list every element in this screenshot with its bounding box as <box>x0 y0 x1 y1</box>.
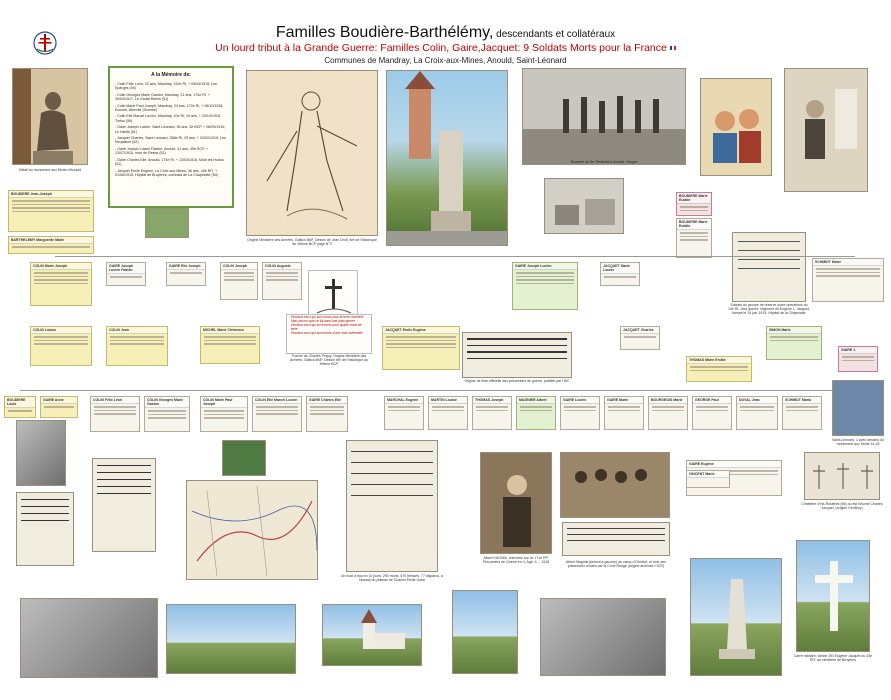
person-card[interactable] <box>560 396 600 430</box>
postcard-caption: Souvenir du 3e Territorial à Anould, Vosges <box>570 160 638 164</box>
person-card[interactable] <box>4 396 36 418</box>
person-card[interactable] <box>30 262 92 306</box>
child-soldier-postcard <box>784 68 868 192</box>
cicr-record <box>562 522 670 556</box>
page-subtitle <box>0 42 891 54</box>
person-card[interactable] <box>200 396 248 432</box>
tree-connector <box>20 390 880 391</box>
person-name: COLIN Auguste <box>263 263 301 270</box>
statue-monument-photo <box>452 590 518 674</box>
person-card[interactable] <box>384 396 424 430</box>
memorial-item: - Gaire Joseph Lucien, Saint Leonard, 36 ans, 3e BCP, + 06/09/1915, Le Hartla (51) <box>115 125 226 134</box>
person-card[interactable] <box>692 396 732 430</box>
person-card[interactable] <box>766 326 822 360</box>
person-card[interactable] <box>782 396 822 430</box>
person-card[interactable] <box>472 396 512 430</box>
person-card[interactable] <box>8 190 94 232</box>
poem-caption: Poème de Charles Péguy. Origine Ministère des Armées. Gallica BNF. Dessin tiré de l'historique du 49ème BCP <box>289 354 369 366</box>
soldier-drawing <box>246 70 378 236</box>
person-name: GAIRE Anne <box>41 397 77 404</box>
ww1-monument-plaque <box>16 420 66 486</box>
person-card[interactable] <box>306 396 348 432</box>
person-card[interactable] <box>252 396 302 432</box>
person-name: GAIRE Eugène <box>687 461 781 468</box>
battle-map <box>186 480 318 580</box>
register-caption: Origine de liste officielle des prisonniers de guerre, publiée par l'ISC <box>464 379 570 383</box>
grave-crosses-icon <box>805 453 880 500</box>
map-lines-icon <box>187 481 318 580</box>
french-flag-icon <box>670 46 676 50</box>
person-card[interactable] <box>512 262 578 310</box>
person-name: COLIN Georges Marie Gaston <box>145 397 189 408</box>
person-card[interactable] <box>812 258 884 302</box>
title-small: descendants et collatéraux <box>493 29 616 40</box>
person-name: BOURGEOIS Marie <box>649 397 687 404</box>
memorial-item: - Jacquet Emile Eugène, La Croix aux Mines, 36 ans, 43e RIT, + 21/06/1915, Hôpital de Bruyères, combats de La Chapelotte (54) <box>115 168 218 177</box>
person-name: COLIN Marie Paul Joseph <box>201 397 247 408</box>
person-card[interactable] <box>90 396 140 432</box>
kiosk-photo <box>222 440 266 476</box>
group-people-icon <box>561 453 670 518</box>
person-name: JACQUET Emile Eugène <box>383 327 459 334</box>
prisoners-group-photo <box>560 452 670 518</box>
person-name: COLIN Louise <box>31 327 91 334</box>
obelisk-photo <box>690 558 782 676</box>
person-name: COLIN Joseph <box>221 263 257 270</box>
soldier-portrait-icon <box>481 453 552 554</box>
person-card[interactable] <box>686 470 730 488</box>
person-name: BOUDIERE Jean-Joseph <box>9 191 93 198</box>
illustrated-children-icon <box>701 79 772 176</box>
person-card[interactable] <box>676 192 712 216</box>
person-card[interactable] <box>262 262 302 300</box>
person-name: VINCENT Marie <box>687 471 729 478</box>
field-photo <box>145 208 189 238</box>
handwritten-document <box>16 492 74 566</box>
person-name: GEORGE Paul <box>693 397 731 404</box>
drawing-caption: Origine Ministère des Armées, Gallica BNF, Dessin de Jean Droit, tiré de l'historique du 49ème BCP page N°3 <box>247 238 377 246</box>
memorial-item: - Gaire Charles Elie, Anould, 174e RI, + 13/03/1915, Mold les Hurlus (51) <box>115 157 224 167</box>
memorial-item: - Jacquet Charles, Saint Leonard, 358e RI, 29 ans, + 02/02/1915, Les Neuplaine (62) <box>115 136 226 145</box>
person-card[interactable] <box>106 262 146 286</box>
statue-photo <box>12 68 88 165</box>
peguy-poem: Heureux ceux qui sont morts pour la terre charnelle Mais pourvu que ce fût dans une juste guerre Heureux ceux qui sont morts pour quatre coins de terre Heureux ceux qui sont morts d'une mort solennelle <box>286 314 372 354</box>
person-name: COLIN Elie Marcel Lucien <box>253 397 301 404</box>
person-name: THOMAS Joseph <box>473 397 511 404</box>
cemetery-postcard <box>804 452 880 500</box>
cross-caption: Carré militaire, tombe 294 Eugène Jacquet du 43e RIT, au cimetière de Bruyères <box>793 654 873 662</box>
prisoner-register <box>462 332 572 378</box>
person-name: THOMAS Marie Emilie <box>687 357 751 364</box>
white-cross-icon <box>797 541 870 652</box>
person-name: DUVAL Jean <box>737 397 777 404</box>
person-name: MARCHAL Eugène <box>385 397 423 404</box>
person-name: GAIRE Charles Elie <box>307 397 347 404</box>
person-card[interactable] <box>736 396 778 430</box>
person-name: BOUDIERE Marie Eulalie <box>677 193 711 204</box>
map-caption: Un bout d'eau en 10 jours, 290 morts, 670 blessés. 77 disparus, à l'assaut du plateau de Charles Emile Gaire <box>340 574 444 582</box>
statue-caption: Détail du monument aux Morts d'Anould <box>18 168 82 172</box>
person-name: JACQUET Marie Louise <box>601 263 639 274</box>
memorial-box <box>108 66 234 208</box>
tree-connector <box>55 256 855 257</box>
person-card[interactable] <box>30 326 92 366</box>
war-grave-cross-photo <box>796 540 870 652</box>
person-card[interactable] <box>8 236 94 254</box>
person-name: MICHEL Marie Clémence <box>201 327 259 334</box>
person-name: BARTHELEMY Marguerite Marie <box>9 237 93 244</box>
person-name: MAGNIER Albert <box>517 397 555 404</box>
child-in-uniform-icon <box>785 69 868 192</box>
person-card[interactable] <box>382 326 460 370</box>
handwritten-document <box>92 458 156 552</box>
person-card[interactable] <box>604 396 644 430</box>
memorial-item: - Colin Georges Marie Gaston, Mandray, 21 ans, 170e RI, + 30/04/1917, Le Godat Reims (51) <box>115 92 210 102</box>
person-name: GAIRE Joseph Lucien <box>513 263 577 270</box>
person-card[interactable] <box>166 262 206 286</box>
obelisk-icon <box>691 559 782 676</box>
person-name: GAIRE Elie Joseph <box>167 263 205 270</box>
memorial-title: A la Mémoire de: <box>151 72 191 78</box>
children-postcard <box>700 78 772 176</box>
person-card[interactable] <box>676 218 712 258</box>
person-name: GAIRE Joseph Lucien Fabien <box>107 263 145 274</box>
title-main: Familles Boudière-Barthélémy, <box>275 24 494 41</box>
person-name: BOUDIERE Louis <box>5 397 35 408</box>
soldats-caption: Soldats du groupe de réserve ordre opérations du 10e RI, 1ère guerre, régiment de Eugène L. Jacquet, blessé le 14 juin 1915, Hôpital de la Chapelotte <box>728 303 810 315</box>
regiment-journal <box>346 440 438 572</box>
person-name: BOUDIERE Marie Eulalie <box>677 219 711 230</box>
memorial-item: - Colin Marie Paul Joseph, Mandray, 24 ans, 172e RI, + 05/10/1918, Ecuires, Abeville (Somme) <box>115 103 224 113</box>
person-card[interactable] <box>40 396 78 418</box>
statue-figure-icon <box>13 69 88 165</box>
memorial-item: - Colin Félix Léon, 22 ans, Mandray, 152e RI, + 09/04/1915, Les Eparges (55) <box>115 82 217 91</box>
person-card[interactable] <box>620 326 660 350</box>
soldier-portrait <box>480 452 552 554</box>
person-card[interactable] <box>686 356 752 382</box>
village-photo <box>544 178 624 234</box>
page-title <box>0 24 891 42</box>
memorial-item: - Colin Elie Marcel Lucien, Mandray, 10e RI, 19 ans, + 20/10/1918, Torfou (59) <box>115 114 221 123</box>
person-card[interactable] <box>220 262 258 300</box>
person-card[interactable] <box>516 396 556 430</box>
person-name: SCHMIDT Marie <box>813 259 883 266</box>
grave-sketch <box>308 270 358 320</box>
person-name: COLIN Marie Joseph <box>31 263 91 270</box>
memorial-park-photo <box>166 604 296 674</box>
person-name: GAIRE Marie <box>605 397 643 404</box>
person-card[interactable] <box>648 396 688 430</box>
carte-caption: Saint-Léonard, 1 avec dessins du monument aux Morts 14-18 <box>832 438 884 446</box>
marching-soldiers-icon <box>523 69 686 165</box>
subtitle-red: Un lourd tribut à la Grande Guerre: Familles Colin, Gaire,Jacquet: 9 Soldats Morts pour la France <box>215 42 667 54</box>
memorial-plaque-photo <box>832 380 884 436</box>
person-name: GAIRE Lucien <box>561 397 599 404</box>
church-photo <box>322 604 422 666</box>
group-caption: Albert Magnier(debout à gauche) au camp d'Ohrdruf, et trois des prisonniers choisis par la Croix Rouge (origine archives CICR) <box>565 560 667 568</box>
communes-line: Communes de Mandray, La Croix-aux-Mines, Anould, Saint-Léonard <box>324 56 567 65</box>
graves-caption: Cimetière d'Ha-Rosières (56) où est inhumé Charles Jacquet, (origine Geoffroy) <box>801 502 883 510</box>
person-name: MARTIN Louise <box>429 397 467 404</box>
soldiers-march-photo <box>522 68 686 165</box>
person-name: COLIN Jean <box>107 327 167 334</box>
person-name: SCHMIDT Maria <box>783 397 821 404</box>
village-houses-icon <box>545 179 624 234</box>
person-card[interactable] <box>200 326 260 364</box>
village-postcard <box>20 598 158 678</box>
person-name: COLIN Félix Léon <box>91 397 139 404</box>
person-card[interactable] <box>428 396 468 430</box>
person-name: JACQUET Charles <box>621 327 659 334</box>
kiosque-caption: Albert KAGNIA, cherchez sur ce 171e RP, Prisonniers de Guerre en 4, Age: 4 ... 1918 <box>482 556 550 564</box>
person-card[interactable] <box>106 326 168 366</box>
soldier-sketch-icon <box>247 71 378 236</box>
war-memorial-photo <box>386 70 508 246</box>
person-name: SIMON Marie <box>767 327 821 334</box>
military-record <box>732 232 806 302</box>
person-card[interactable] <box>600 262 640 286</box>
person-card[interactable] <box>144 396 190 432</box>
person-name: GAIRE J. <box>839 347 877 354</box>
memorial-item: - Gaire Joseph Lucien Fabien, Anould, 41 ans, 49e RCP, + 13/07/1915, mort de Reims (52) <box>115 146 209 156</box>
church-postcard <box>540 598 666 676</box>
person-card[interactable] <box>838 346 878 372</box>
church-memorial-icon <box>387 71 508 246</box>
church-steeple-icon <box>323 605 422 666</box>
